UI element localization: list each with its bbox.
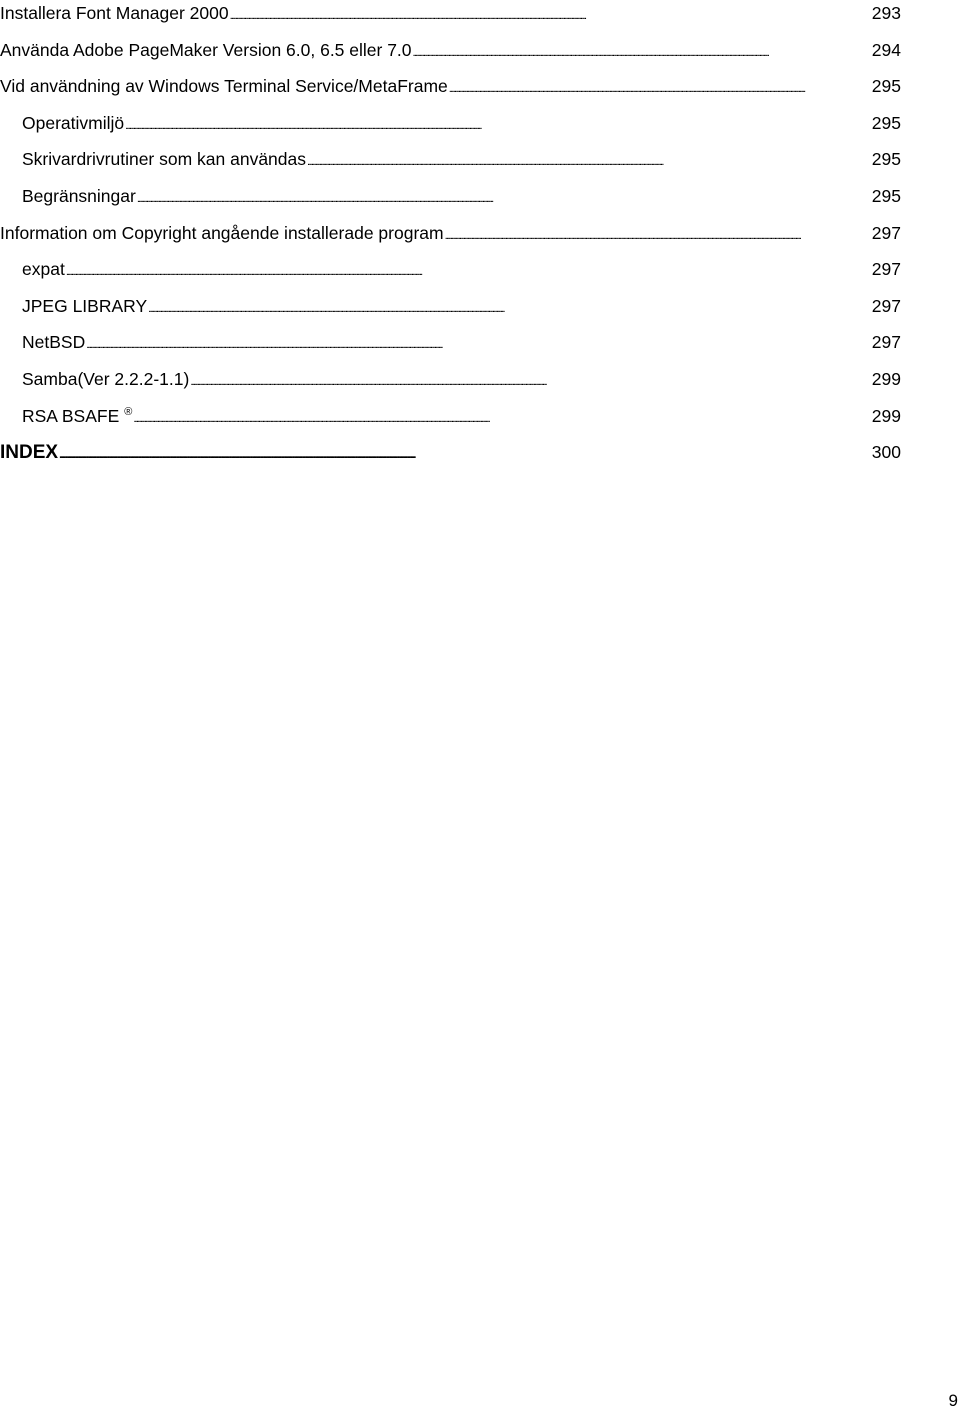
- toc-entry-page: 295: [871, 185, 901, 206]
- toc-entry-page: 297: [871, 259, 901, 280]
- toc-entry-page: 295: [871, 149, 901, 170]
- toc-entry-expat[interactable]: [0, 256, 901, 293]
- toc-entry-jpeg-library[interactable]: [0, 293, 901, 330]
- toc-entry-begransningar[interactable]: [0, 183, 901, 220]
- toc-dot-leader: [190, 366, 870, 395]
- toc-dot-leader: [230, 0, 871, 29]
- toc-entry-operativmiljo[interactable]: [0, 110, 901, 147]
- toc-entry-netbsd[interactable]: [0, 329, 901, 366]
- toc-entry-label: RSA BSAFE: [22, 405, 120, 426]
- toc-dot-leader: [59, 440, 871, 468]
- toc-entry-page: 299: [871, 405, 901, 426]
- toc-entry-label: Installera Font Manager 2000: [0, 3, 229, 23]
- toc-dot-leader: [137, 183, 871, 212]
- toc-entry-label: expat: [22, 259, 65, 280]
- toc-entry-page: 294: [871, 39, 901, 60]
- toc-dot-leader: [133, 403, 870, 432]
- toc-entry-index[interactable]: [0, 439, 901, 476]
- toc-entry-label: Använda Adobe PageMaker Version 6.0, 6.5 eller 7.0: [0, 39, 412, 60]
- toc-dot-leader: [413, 37, 871, 66]
- toc-entry-label: Operativmiljö: [22, 112, 125, 133]
- table-of-contents: [0, 0, 901, 476]
- toc-entry-information-om-copyright[interactable]: [0, 220, 901, 257]
- toc-entry-page: 295: [871, 112, 901, 133]
- registered-trademark-mark: ®: [124, 405, 133, 418]
- toc-entry-rsa-bsafe[interactable]: [0, 403, 901, 440]
- toc-entry-page: 299: [871, 368, 901, 389]
- toc-entry-anvanda-adobe-pagemaker[interactable]: [0, 37, 901, 74]
- toc-dot-leader: [449, 73, 871, 102]
- toc-entry-page: 297: [871, 332, 901, 353]
- toc-entry-label: Samba(Ver 2.2.2-1.1): [22, 368, 190, 389]
- toc-dot-leader: [445, 220, 871, 249]
- toc-dot-leader: [148, 293, 871, 322]
- toc-dot-leader: [86, 329, 871, 358]
- toc-entry-label: JPEG LIBRARY: [22, 295, 148, 316]
- toc-entry-windows-terminal-service[interactable]: [0, 73, 901, 110]
- toc-entry-page: 297: [871, 295, 901, 316]
- toc-entry-page: 293: [871, 3, 901, 23]
- toc-entry-label: INDEX: [0, 442, 59, 464]
- toc-entry-label: Begränsningar: [22, 185, 136, 206]
- toc-entry-page: 295: [871, 76, 901, 97]
- page-number: 9: [948, 1391, 958, 1410]
- toc-dot-leader: [125, 110, 871, 139]
- toc-entry-page: 300: [871, 442, 901, 463]
- toc-entry-samba[interactable]: [0, 366, 901, 403]
- toc-entry-installera-font-manager[interactable]: [0, 0, 901, 37]
- toc-entry-page: 297: [871, 222, 901, 243]
- toc-entry-label: Information om Copyright angående installerade program: [0, 222, 444, 243]
- toc-entry-label: NetBSD: [22, 332, 86, 353]
- toc-entry-label: Skrivardrivrutiner som kan användas: [22, 149, 307, 170]
- toc-dot-leader: [307, 146, 871, 175]
- toc-dot-leader: [66, 256, 871, 285]
- toc-entry-skrivardrivrutiner[interactable]: [0, 146, 901, 183]
- toc-entry-label: Vid användning av Windows Terminal Service/MetaFrame: [0, 76, 448, 97]
